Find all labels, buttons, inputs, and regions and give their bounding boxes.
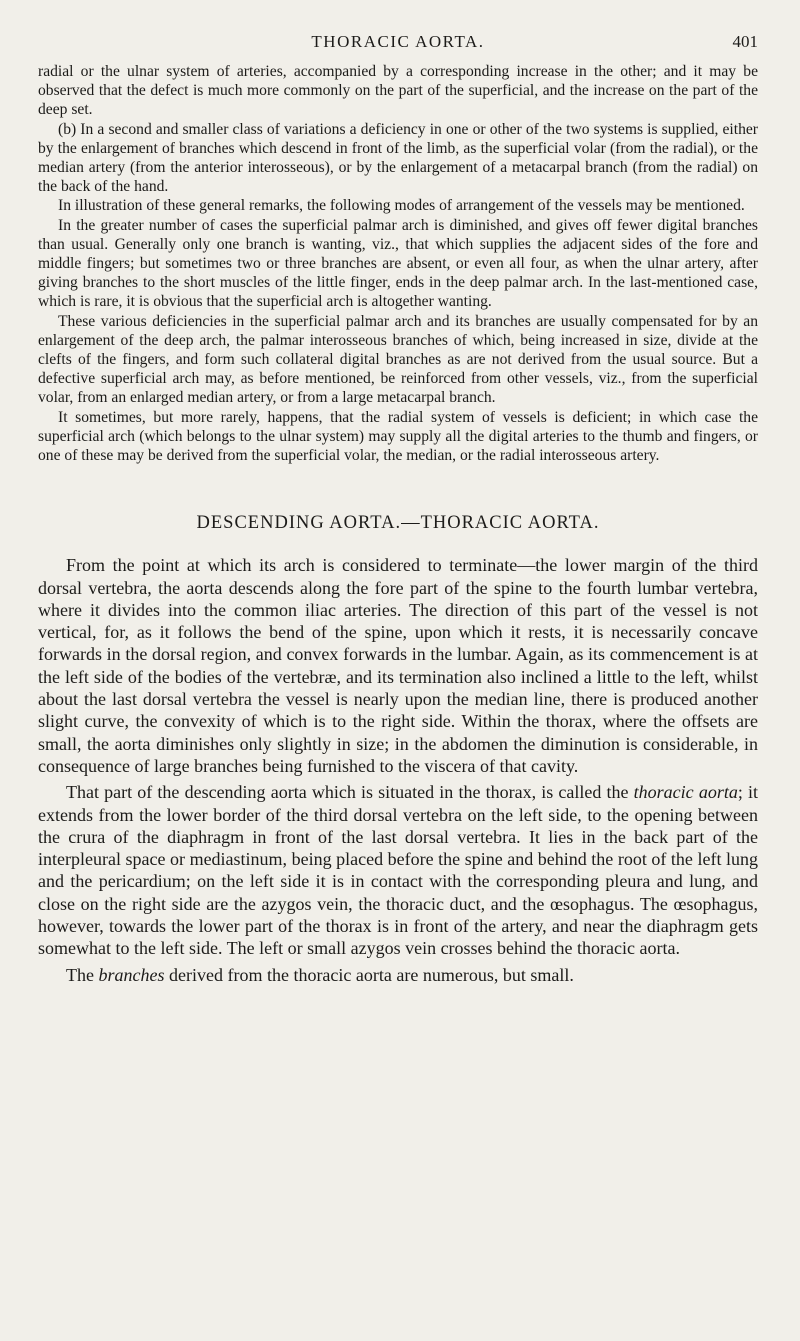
paragraph: These various deficiencies in the superficial palmar arch and its branches are usually compensated for by an enlargement of the deep arch, the palmar interosseous branches of which, being increased in size, divide at the clefts of the fingers, and form such collateral digital branches as are not derived from the usual source. But a defective superficial arch may, as before mentioned, be reinforced from other vessels, viz., from the superficial volar, from an enlarged median artery, or from a large metacarpal branch. — [38, 312, 758, 407]
italic-term: branches — [98, 964, 165, 985]
paragraph: (b) In a second and smaller class of variations a deficiency in one or other of the two systems is supplied, either by the enlargement of branches which descend in front of the limb, as the superficial volar (from the radial), or the median artery (from the anterior interosseous), or by the enlargement of a metacarpal branch (from the radial) on the back of the hand. — [38, 120, 758, 196]
paragraph: From the point at which its arch is considered to terminate—the lower margin of the third dorsal vertebra, the aorta descends along the fore part of the spine to the fourth lumbar vertebra, where it divides into the common iliac arteries. The direction of this part of the vessel is not vertical, for, as it follows the bend of the spine, upon which it rests, it is necessarily concave forwards in the dorsal region, and convex forwards in the lumbar. Again, as its commencement is at the left side of the bodies of the vertebræ, and its termination also inclined a little to the left, whilst about the last dorsal vertebra the vessel is nearly upon the median line, there is produced another slight curve, the convexity of which is to the right side. Within the thorax, where the offsets are small, the aorta diminishes only slightly in size; in the abdomen the diminution is considerable, in consequence of large branches being furnished to the viscera of that cavity. — [38, 555, 758, 776]
italic-term: thoracic aorta — [633, 782, 738, 803]
running-title: THORACIC AORTA. — [311, 32, 485, 51]
text-run: The — [66, 964, 99, 985]
thoracic-aorta-text — [38, 554, 758, 986]
text-run: That part of the descending aorta which is situated in the thorax, is called the — [66, 782, 634, 803]
section-heading: DESCENDING AORTA.—THORACIC AORTA. — [196, 513, 600, 534]
paragraph — [38, 781, 758, 959]
paragraph: It sometimes, but more rarely, happens, that the radial system of vessels is deficient; in which case the superficial arch (which belongs to the ulnar system) may supply all the digital arteries to the thumb and fingers, or one of these may be derived from the superficial volar, the median, or the radial interosseous artery. — [38, 408, 758, 465]
paragraph: radial or the ulnar system of arteries, accompanied by a corresponding increase in the other; and it may be observed that the defect is much more commonly on the part of the superficial, and the increase on the part of the deep set. — [38, 63, 758, 119]
paragraph: In the greater number of cases the superficial palmar arch is diminished, and gives off fewer digital branches than usual. Generally only one branch is wanting, viz., that which supplies the adjacent sides of the fore and middle fingers; but sometimes two or three branches are absent, or even all four, as when the ulnar artery, after giving branches to the short muscles of the little finger, ends in the deep palmar arch. In the last-mentioned case, which is rare, it is obvious that the superficial arch is altogether wanting. — [38, 216, 758, 311]
running-head — [38, 32, 758, 62]
paragraph — [38, 964, 758, 986]
text-run: derived from the thoracic aorta are numerous, but small. — [164, 964, 574, 985]
paragraph: In illustration of these general remarks, the following modes of arrangement of the vessels may be mentioned. — [58, 197, 745, 215]
text-run: ; it extends from the lower border of the third dorsal vertebra on the left side, to the opening between the crura of the diaphragm in front of the last dorsal vertebra. It lies in the back part of the interpleural space or mediastinum, being placed before the spine and behind the root of the left lung and the pericardium; on the left side it is in contact with the corresponding pleura and lung, and close on the right side are the azygos vein, the thoracic duct, and the œsophagus. The œsophagus, however, towards the lower part of the thorax is in front of the artery, and near the diaphragm gets somewhat to the left side. The left or small azygos vein crosses behind the thoracic aorta. — [38, 782, 758, 959]
page-number: 401 — [732, 32, 758, 51]
variations-text — [38, 62, 758, 465]
